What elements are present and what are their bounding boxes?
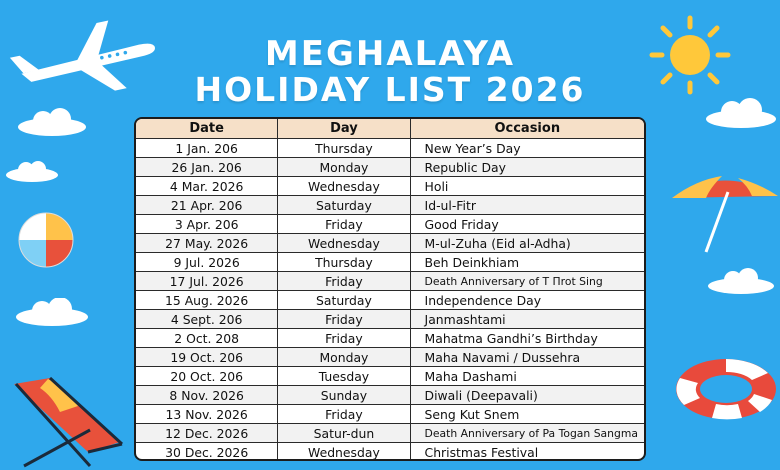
date-cell: 3 Apr. 206 [136, 215, 278, 234]
day-cell: Saturday [278, 196, 410, 215]
cloud-icon [16, 108, 88, 136]
day-cell: Wednesday [278, 234, 410, 253]
table-row [136, 310, 644, 329]
date-cell: 4 Mar. 2026 [136, 177, 278, 196]
occasion-cell: M-ul-Zuha (Eid al-Adha) [410, 234, 644, 253]
header-occasion: Occasion [410, 119, 644, 139]
date-cell: 2 Oct. 208 [136, 329, 278, 348]
day-cell: Wednesday [278, 443, 410, 462]
date-cell: 9 Jul. 2026 [136, 253, 278, 272]
header-day: Day [278, 119, 410, 139]
table-row [136, 272, 644, 291]
occasion-cell: Independence Day [410, 291, 644, 310]
date-cell: 26 Jan. 206 [136, 158, 278, 177]
table-row [136, 253, 644, 272]
table-row [136, 177, 644, 196]
date-cell: 20 Oct. 206 [136, 367, 278, 386]
date-cell: 15 Aug. 2026 [136, 291, 278, 310]
day-cell: Satur-dun [278, 424, 410, 443]
umbrella-icon [666, 170, 780, 254]
date-cell: 1 Jan. 206 [136, 139, 278, 158]
cloud-icon [4, 160, 60, 182]
occasion-cell: Maha Dashami [410, 367, 644, 386]
day-cell: Friday [278, 310, 410, 329]
occasion-cell: Beh Deinkhiam [410, 253, 644, 272]
day-cell: Sunday [278, 386, 410, 405]
day-cell: Thursday [278, 139, 410, 158]
occasion-cell: Christmas Festival [410, 443, 644, 462]
cloud-icon [706, 268, 776, 294]
occasion-cell: Diwali (Deepavali) [410, 386, 644, 405]
occasion-cell: Maha Navami / Dussehra [410, 348, 644, 367]
day-cell: Thursday [278, 253, 410, 272]
day-cell: Friday [278, 405, 410, 424]
beach-ball-icon [2, 212, 90, 268]
day-cell: Wednesday [278, 177, 410, 196]
day-cell: Tuesday [278, 367, 410, 386]
table-row [136, 443, 644, 462]
occasion-cell: Good Friday [410, 215, 644, 234]
date-cell: 30 Dec. 2026 [136, 443, 278, 462]
table-row [136, 234, 644, 253]
header-date: Date [136, 119, 278, 139]
table-row [136, 405, 644, 424]
page-title: MEGHALAYA [264, 34, 516, 74]
beach-chair-icon [4, 370, 130, 468]
life-ring-icon [672, 356, 780, 422]
date-cell: 4 Sept. 206 [136, 310, 278, 329]
table-row [136, 158, 644, 177]
holiday-table [134, 117, 646, 461]
occasion-cell: New Year’s Day [410, 139, 644, 158]
table-row [136, 291, 644, 310]
table-row [136, 424, 644, 443]
date-cell: 19 Oct. 206 [136, 348, 278, 367]
occasion-cell: Mahatma Gandhi’s Birthday [410, 329, 644, 348]
occasion-cell: Death Anniversary of Pa Togan Sangma [410, 424, 644, 443]
table-header-row [136, 119, 644, 139]
date-cell: 21 Apr. 206 [136, 196, 278, 215]
date-cell: 27 May. 2026 [136, 234, 278, 253]
day-cell: Monday [278, 158, 410, 177]
date-cell: 13 Nov. 2026 [136, 405, 278, 424]
table-row [136, 139, 644, 158]
table-row [136, 196, 644, 215]
day-cell: Saturday [278, 291, 410, 310]
date-cell: 17 Jul. 2026 [136, 272, 278, 291]
day-cell: Friday [278, 215, 410, 234]
occasion-cell: Holi [410, 177, 644, 196]
day-cell: Friday [278, 329, 410, 348]
day-cell: Monday [278, 348, 410, 367]
occasion-cell: Janmashtami [410, 310, 644, 329]
occasion-cell: Id-ul-Fitr [410, 196, 644, 215]
table-row [136, 215, 644, 234]
date-cell: 8 Nov. 2026 [136, 386, 278, 405]
date-cell: 12 Dec. 2026 [136, 424, 278, 443]
occasion-cell: Death Anniversary of T Πrot Sing [410, 272, 644, 291]
occasion-cell: Republic Day [410, 158, 644, 177]
table-row [136, 367, 644, 386]
table-row [136, 329, 644, 348]
occasion-cell: Seng Kut Snem [410, 405, 644, 424]
table-row [136, 386, 644, 405]
table-row [136, 348, 644, 367]
day-cell: Friday [278, 272, 410, 291]
cloud-icon [14, 298, 90, 326]
page-subtitle: HOLIDAY LIST 2026 [194, 70, 586, 109]
